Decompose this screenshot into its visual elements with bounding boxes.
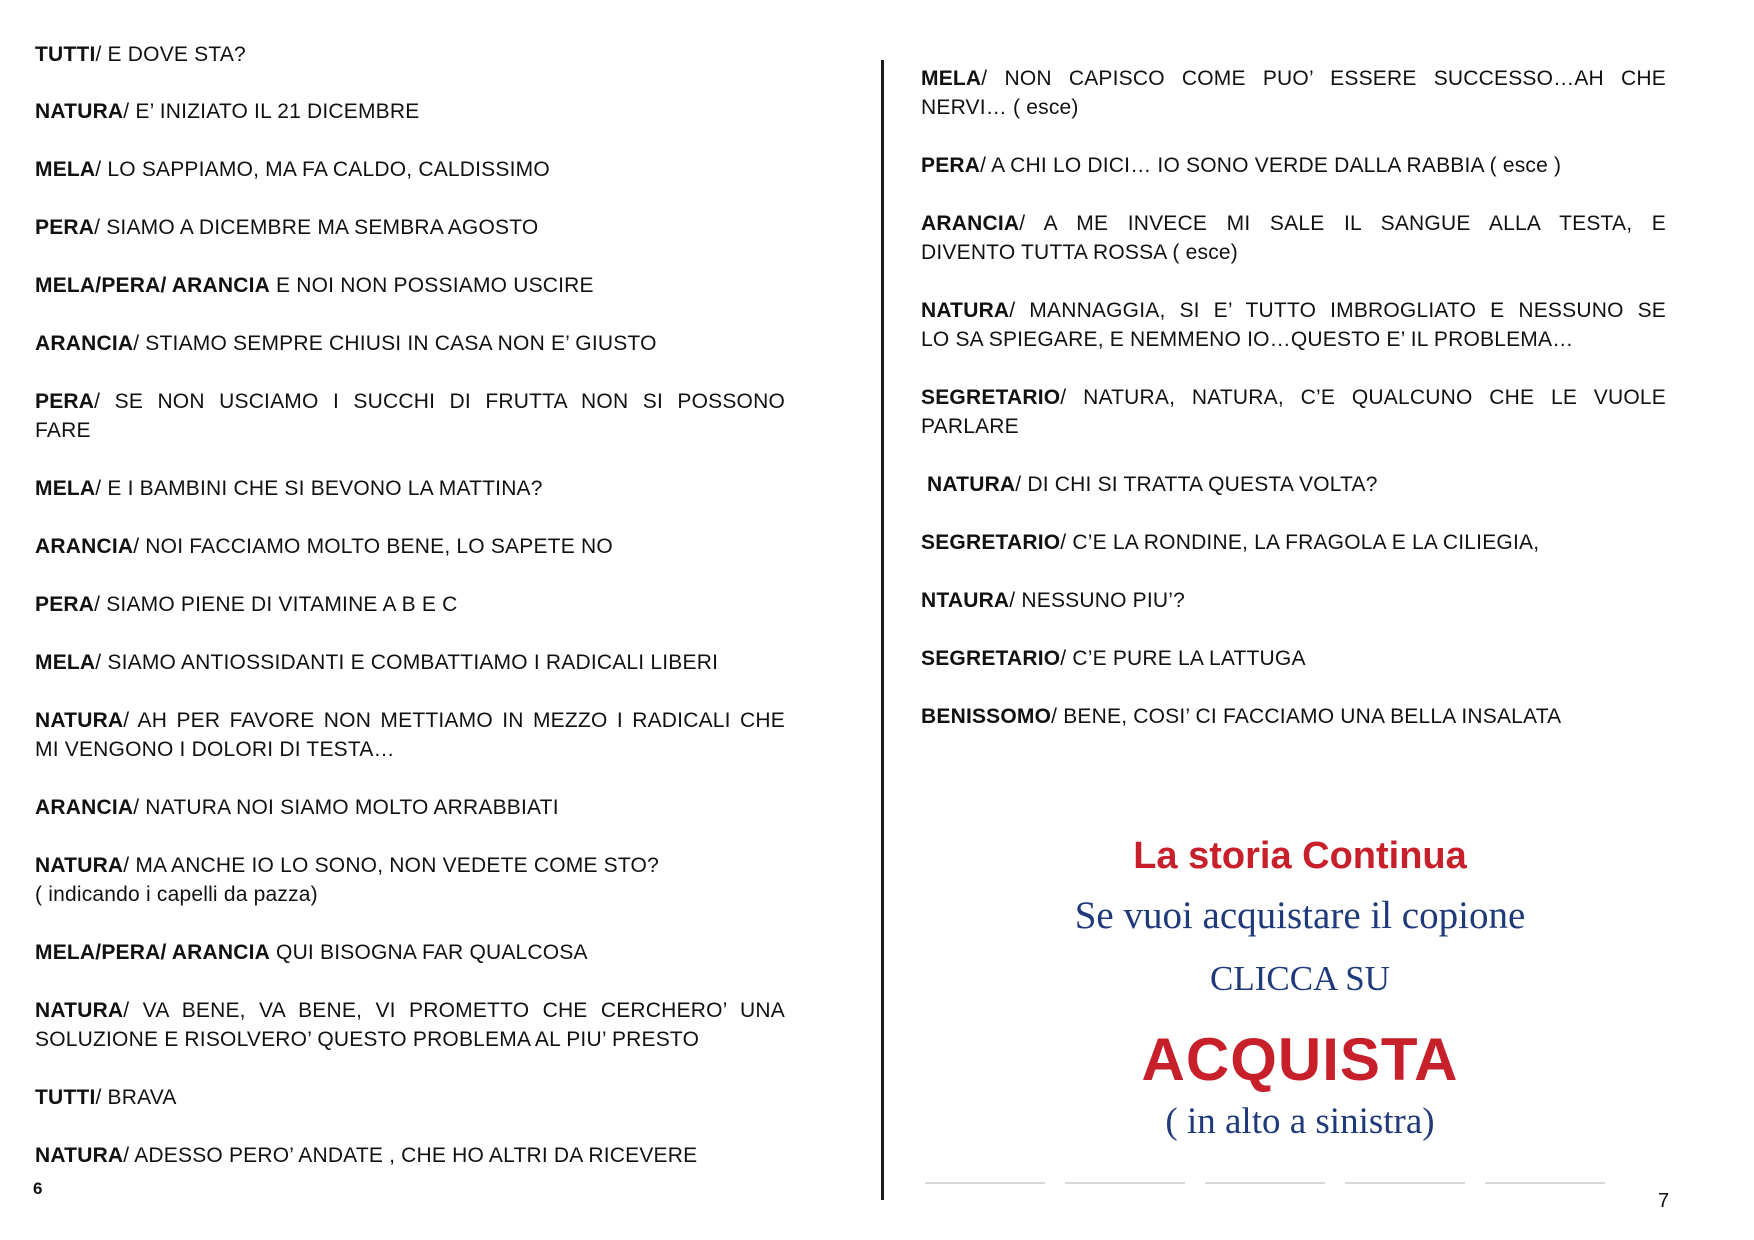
dialogue-text: / LO SAPPIAMO, MA FA CALDO, CALDISSIMO — [95, 158, 550, 181]
dialogue-text: / DI CHI SI TRATTA QUESTA VOLTA? — [1015, 473, 1378, 496]
dialogue-line — [921, 528, 1666, 557]
speaker: MELA — [35, 651, 96, 674]
speaker: NTAURA — [921, 589, 1010, 612]
dialogue-line — [35, 329, 785, 358]
speaker: NATURA — [35, 709, 124, 732]
dialogue-continuation: PARLARE — [921, 415, 1019, 438]
speaker: MELA/PERA/ ARANCIA — [35, 941, 270, 964]
dialogue-text: / C’E PURE LA LATTUGA — [1060, 647, 1306, 670]
speaker: SEGRETARIO — [921, 647, 1061, 670]
speaker: MELA — [921, 67, 982, 90]
dialogue-text: / BENE, COSI’ CI FACCIAMO UNA BELLA INSALATA — [1051, 705, 1562, 728]
dialogue-text: / A ME INVECE MI SALE IL SANGUE ALLA TESTA, E — [1019, 212, 1666, 235]
dialogue-text: / NATURA NOI SIAMO MOLTO ARRABBIATI — [133, 796, 559, 819]
dialogue-text: / NESSUNO PIU’? — [1009, 589, 1186, 612]
dialogue-continuation: MI VENGONO I DOLORI DI TESTA… — [35, 738, 395, 761]
dialogue-text: / C’E LA RONDINE, LA FRAGOLA E LA CILIEGIA, — [1060, 531, 1540, 554]
speaker: MELA/PERA/ ARANCIA — [35, 274, 270, 297]
speaker: BENISSOMO — [921, 705, 1052, 728]
speaker: NATURA — [35, 999, 124, 1022]
dialogue-continuation: FARE — [35, 419, 91, 442]
dialogue-text: / AH PER FAVORE NON METTIAMO IN MEZZO I RADICALI CHE — [123, 709, 785, 732]
speaker: TUTTI — [35, 1086, 96, 1109]
page-number-left: 6 — [33, 1179, 43, 1198]
dialogue-line — [927, 470, 1666, 499]
dialogue-line — [921, 702, 1666, 731]
promo-click-label: CLICCA SU — [1210, 959, 1390, 998]
dialogue-text: / MANNAGGIA, SI E’ TUTTO IMBROGLIATO E NESSUNO SE — [1009, 299, 1666, 322]
dialogue-text: / E DOVE STA? — [95, 43, 246, 66]
dialogue-line — [921, 383, 1666, 412]
stage-direction: ( indicando i capelli da pazza) — [35, 883, 318, 906]
speaker: ARANCIA — [35, 535, 134, 558]
dialogue-line — [35, 648, 785, 677]
dialogue-continuation: SOLUZIONE E RISOLVERO’ QUESTO PROBLEMA AL PIU’ PRESTO — [35, 1028, 700, 1051]
speaker: NATURA — [921, 299, 1010, 322]
dialogue-text: / ADESSO PERO’ ANDATE , CHE HO ALTRI DA RICEVERE — [123, 1144, 698, 1167]
speaker: NATURA — [927, 473, 1016, 496]
speaker: MELA — [35, 477, 96, 500]
dialogue-text: / BRAVA — [95, 1086, 177, 1109]
faint-rule — [925, 1182, 1625, 1184]
dialogue-text: QUI BISOGNA FAR QUALCOSA — [270, 941, 588, 964]
speaker: PERA — [35, 593, 95, 616]
dialogue-line — [35, 387, 785, 416]
dialogue-line — [921, 209, 1666, 238]
dialogue-line — [35, 996, 785, 1025]
dialogue-line — [35, 590, 785, 619]
dialogue-text: / SIAMO ANTIOSSIDANTI E COMBATTIAMO I RADICALI LIBERI — [95, 651, 719, 674]
dialogue-text: / NOI FACCIAMO MOLTO BENE, LO SAPETE NO — [133, 535, 613, 558]
dialogue-line — [35, 851, 785, 880]
dialogue-line — [35, 938, 785, 967]
promo-title: La storia Continua — [1133, 835, 1467, 877]
dialogue-line — [35, 213, 785, 242]
dialogue-text: E NOI NON POSSIAMO USCIRE — [270, 274, 594, 297]
dialogue-text: / E’ INIZIATO IL 21 DICEMBRE — [123, 100, 420, 123]
dialogue-line — [35, 155, 785, 184]
speaker: MELA — [35, 158, 96, 181]
speaker: SEGRETARIO — [921, 386, 1061, 409]
left-page — [35, 0, 785, 1240]
page-number-right: 7 — [1658, 1190, 1670, 1212]
dialogue-line — [35, 1141, 785, 1170]
dialogue-line — [35, 793, 785, 822]
dialogue-line — [921, 644, 1666, 673]
dialogue-continuation: LO SA SPIEGARE, E NEMMENO IO…QUESTO E’ IL PROBLEMA… — [921, 328, 1574, 351]
dialogue-text: / NATURA, NATURA, C’E QUALCUNO CHE LE VUOLE — [1060, 386, 1666, 409]
speaker: PERA — [921, 154, 981, 177]
dialogue-continuation: DIVENTO TUTTA ROSSA ( esce) — [921, 241, 1238, 264]
dialogue-line — [35, 474, 785, 503]
dialogue-line — [35, 706, 785, 735]
dialogue-text: / SE NON USCIAMO I SUCCHI DI FRUTTA NON SI POSSONO — [94, 390, 785, 413]
speaker: NATURA — [35, 100, 124, 123]
speaker: NATURA — [35, 1144, 124, 1167]
dialogue-line — [921, 586, 1666, 615]
speaker: ARANCIA — [35, 332, 134, 355]
speaker: PERA — [35, 216, 95, 239]
speaker: PERA — [35, 390, 95, 413]
speaker: SEGRETARIO — [921, 531, 1061, 554]
dialogue-line — [35, 97, 785, 126]
speaker: TUTTI — [35, 43, 96, 66]
promo-subtitle: Se vuoi acquistare il copione — [1074, 894, 1526, 937]
buy-link[interactable]: ACQUISTA — [1141, 1026, 1459, 1093]
dialogue-continuation: NERVI… ( esce) — [921, 96, 1079, 119]
speaker: ARANCIA — [921, 212, 1020, 235]
dialogue-text: / E I BAMBINI CHE SI BEVONO LA MATTINA? — [95, 477, 543, 500]
dialogue-text: / VA BENE, VA BENE, VI PROMETTO CHE CERCHERO’ UNA — [123, 999, 785, 1022]
speaker: NATURA — [35, 854, 124, 877]
dialogue-text: / NON CAPISCO COME PUO’ ESSERE SUCCESSO…AH CHE — [981, 67, 1666, 90]
dialogue-text: / A CHI LO DICI… IO SONO VERDE DALLA RABBIA ( esce ) — [980, 154, 1562, 177]
promo-location-hint: ( in alto a sinistra) — [1165, 1101, 1435, 1142]
page-divider — [881, 60, 884, 1200]
dialogue-line — [35, 1083, 785, 1112]
dialogue-line — [35, 532, 785, 561]
dialogue-text: / SIAMO PIENE DI VITAMINE A B E C — [94, 593, 458, 616]
dialogue-line — [921, 296, 1666, 325]
dialogue-line — [35, 40, 785, 69]
dialogue-text: / MA ANCHE IO LO SONO, NON VEDETE COME STO? — [123, 854, 659, 877]
dialogue-line — [35, 271, 785, 300]
dialogue-text: / STIAMO SEMPRE CHIUSI IN CASA NON E’ GIUSTO — [133, 332, 657, 355]
speaker: ARANCIA — [35, 796, 134, 819]
dialogue-line — [921, 151, 1666, 180]
dialogue-text: / SIAMO A DICEMBRE MA SEMBRA AGOSTO — [94, 216, 539, 239]
dialogue-line — [921, 64, 1666, 93]
